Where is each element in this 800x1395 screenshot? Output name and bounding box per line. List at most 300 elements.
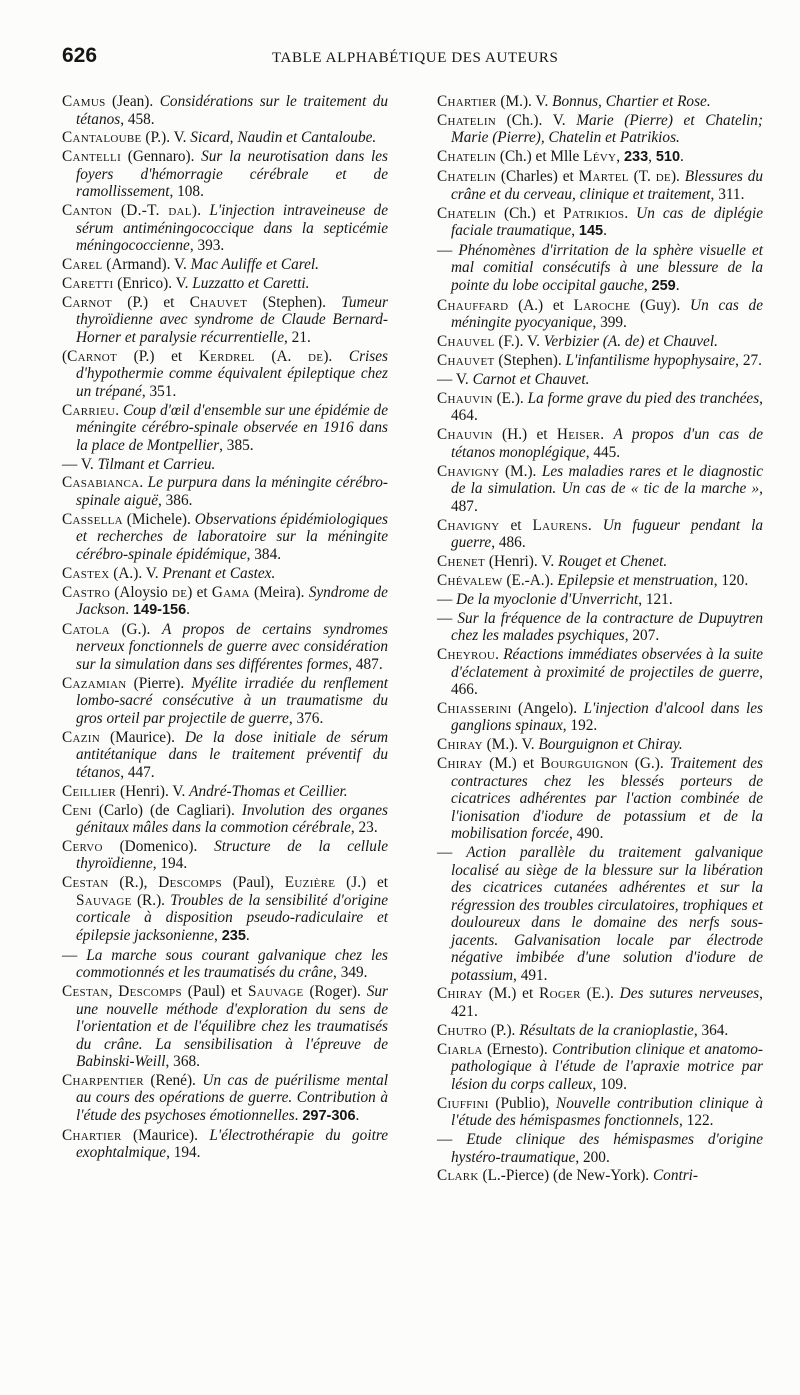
- entry-text: (Ch.) et: [496, 204, 563, 222]
- author-name: Cervo: [62, 837, 103, 855]
- entry-text: (Roger).: [303, 983, 367, 1001]
- author-name: de: [655, 168, 671, 186]
- entry-text: (P.).: [486, 1021, 520, 1039]
- entry-text: ,: [648, 148, 656, 166]
- work-title: Nouvelle contribution clinique à l'étude des hémispasmes fonctionnels: [451, 1094, 763, 1130]
- work-title: L'électrothérapie du goitre exophtalmique: [76, 1126, 388, 1162]
- author-name: Ciuffini: [437, 1094, 489, 1112]
- index-entry: [62, 148, 388, 201]
- page-number: 626: [62, 44, 98, 67]
- index-entry: [62, 838, 388, 873]
- entry-text: (Angelo).: [511, 699, 584, 717]
- work-title: Le purpura dans la méningite cérébro-spinale aiguë: [76, 474, 388, 509]
- author-name: Sauvage: [76, 891, 132, 909]
- work-title: L'infantilisme hypophysaire: [565, 352, 736, 370]
- entry-text: (Domenico).: [102, 837, 215, 855]
- entry-text: .: [675, 276, 680, 294]
- entry-text: ,: [616, 148, 624, 166]
- entry-text: , 21.: [284, 328, 311, 346]
- index-entry: [62, 202, 388, 255]
- work-title: Tilmant et Carrieu.: [97, 455, 216, 473]
- index-entry: [62, 802, 388, 837]
- index-entry: [62, 474, 388, 509]
- author-name: Chatelin: [437, 148, 497, 166]
- entry-text: .: [355, 1106, 360, 1124]
- entry-text: —: [437, 1131, 467, 1149]
- index-entry: [437, 985, 763, 1020]
- work-title: Rouget et Chenet.: [558, 552, 668, 570]
- entry-text: .: [624, 204, 637, 222]
- author-name: Cestan: [62, 983, 109, 1001]
- author-name: Descomps: [118, 983, 182, 1001]
- entry-text: (T.: [628, 168, 656, 186]
- entry-text: , 399.: [592, 314, 627, 332]
- entry-text: (Henri). V.: [116, 782, 190, 800]
- index-entry: [437, 93, 763, 111]
- entry-text: , 351.: [141, 382, 177, 400]
- index-entry: [437, 463, 763, 516]
- index-entry: [437, 553, 763, 571]
- entry-text: (Enrico). V.: [113, 274, 193, 292]
- index-entry: [62, 565, 388, 583]
- entry-text: (M.). V.: [496, 93, 553, 110]
- entry-text: (Meira).: [249, 583, 309, 601]
- entry-text: (H.) et: [492, 426, 557, 444]
- author-name: Chavigny: [437, 462, 500, 480]
- entry-text: , 464.: [451, 389, 763, 425]
- index-entry: [62, 456, 388, 474]
- work-title: Troubles de la sensibilité d'origine corticale à disposition pseudo-radiculaire et épilepsie jacksonienne: [76, 891, 388, 944]
- entry-text: (M.).: [499, 462, 542, 480]
- work-title: Résultats de la cranioplastie: [519, 1021, 694, 1039]
- index-entry: [437, 390, 763, 425]
- entry-text: , 487.: [348, 655, 383, 673]
- author-name: Euzière: [284, 874, 336, 892]
- work-title: Etude clinique des hémispasmes d'origine hystéro-traumatique: [451, 1131, 763, 1166]
- entry-text: (A.). V.: [109, 564, 163, 582]
- entry-text: .: [495, 646, 504, 664]
- entry-text: (Armand). V.: [102, 256, 191, 274]
- index-entry: [62, 93, 388, 128]
- entry-text: (R.),: [108, 874, 159, 892]
- entry-text: , 194.: [166, 1144, 201, 1162]
- entry-text: ,: [571, 222, 579, 240]
- author-name: Chauvin: [437, 389, 493, 407]
- author-name: Chenet: [437, 552, 486, 570]
- work-title: Sicard, Naudin et Cantaloube.: [190, 129, 377, 147]
- entry-text: ).: [670, 168, 685, 186]
- work-title: Un fugueur pendant la guerre: [451, 516, 763, 552]
- work-title: De la myoclonie d'Unverricht: [456, 590, 639, 608]
- entry-text: (: [62, 347, 68, 365]
- work-title: Prenant et Castex.: [162, 564, 276, 582]
- work-title: Verbizier (A. de) et Chauvel.: [543, 333, 718, 351]
- work-title: Marie (Pierre) et Chatelin; Marie (Pierre), Chatelin et Patrikios.: [451, 111, 763, 147]
- entry-text: .: [115, 401, 123, 419]
- entry-text: , 385.: [219, 436, 254, 454]
- entry-text: (Pierre).: [126, 674, 192, 692]
- entry-text: (Guy).: [630, 296, 691, 314]
- work-title: Mac Auliffe et Carel.: [190, 256, 319, 274]
- entry-text: .: [197, 202, 210, 220]
- author-name: Sauvage: [247, 983, 304, 1001]
- index-entry: [62, 256, 388, 274]
- entry-text: , 207.: [624, 627, 660, 645]
- work-title: Bourguignon et Chiray.: [538, 736, 683, 754]
- page-ref: 297-306: [302, 1107, 356, 1124]
- author-name: Carrieu: [62, 401, 116, 419]
- page-header: [62, 44, 762, 78]
- author-name: Ceni: [62, 801, 92, 819]
- page-ref: 149-156: [132, 602, 187, 619]
- entry-text: (Michele).: [122, 510, 195, 528]
- entry-text: , 491.: [513, 966, 548, 984]
- entry-text: (Maurice).: [121, 1126, 210, 1144]
- index-entry: [437, 371, 763, 389]
- index-entry: [62, 294, 388, 347]
- entry-text: , 447.: [120, 763, 155, 781]
- index-entry: [62, 402, 388, 455]
- author-name: Chatelin: [437, 204, 497, 222]
- author-name: Chauvet: [189, 293, 248, 311]
- entry-text: , 311.: [710, 185, 745, 203]
- entry-text: , 122.: [679, 1112, 714, 1130]
- work-title: André-Thomas et Ceillier.: [189, 782, 348, 800]
- work-title: Crises d'hypothermie comme équivalent épileptique chez un trépané: [76, 347, 388, 400]
- work-title: L'injection intraveineuse de sérum antiméningococcique dans la septicémie méningococcienne: [76, 202, 388, 255]
- work-title: La forme grave du pied des tranchées: [527, 389, 760, 407]
- entry-text: .: [139, 474, 148, 492]
- author-name: Kerdrel: [198, 347, 255, 365]
- index-entry: [437, 352, 763, 370]
- index-entry: [437, 1041, 763, 1094]
- author-name: Cazamian: [62, 674, 127, 692]
- author-name: Cantelli: [62, 148, 122, 166]
- work-title: Observations épidémiologiques et recherches de laboratoire sur la méningite cérébro-spinale épidémique: [76, 510, 389, 563]
- entry-text: —: [437, 844, 467, 862]
- author-name: Chauvel: [437, 333, 495, 351]
- index-entry: [437, 333, 763, 351]
- entry-text: , 368.: [165, 1053, 200, 1071]
- author-name: Chartier: [62, 1126, 122, 1144]
- author-name: Cantaloube: [62, 129, 142, 147]
- page-ref: 259: [651, 277, 676, 294]
- entry-text: , 466.: [451, 663, 763, 699]
- entry-text: (Aloysio: [110, 583, 173, 601]
- entry-text: , 393.: [189, 237, 225, 255]
- entry-text: (Stephen).: [247, 293, 342, 311]
- entry-text: (Gennaro).: [121, 148, 202, 166]
- entry-text: , 109.: [592, 1075, 627, 1093]
- work-title: Blessures du crâne et du cerveau, clinique et traitement: [451, 168, 763, 203]
- entry-text: (P.). V.: [141, 129, 191, 147]
- entry-text: (M.). V.: [482, 736, 539, 754]
- work-title: De la dose initiale de sérum antitétanique dans le traitement préventif du tétanos: [76, 728, 389, 781]
- work-title: Les maladies rares et le diagnostic de la simulation. Un cas de « tic de la marche »: [451, 462, 763, 498]
- author-name: Heiser: [556, 426, 601, 444]
- work-title: Sur la fréquence de la contracture de Dupuytren chez les malades psychiques: [451, 609, 764, 645]
- entry-text: —: [437, 241, 459, 259]
- index-entry: [437, 112, 763, 147]
- work-title: Coup d'œil d'ensemble sur une épidémie de méningite cérébro-spinale observée en 1916 dans la place de Montpellier: [76, 401, 388, 454]
- index-entry: [437, 646, 763, 699]
- entry-text: , 487.: [451, 480, 763, 515]
- author-name: Chavigny: [437, 516, 500, 534]
- entry-text: , 192.: [562, 717, 598, 735]
- entry-text: (P.) et: [111, 293, 190, 311]
- author-name: de: [308, 347, 324, 365]
- entry-text: , 376.: [288, 709, 324, 727]
- author-name: Martel: [578, 168, 629, 186]
- entry-text: (F.). V.: [494, 333, 544, 351]
- entry-text: ,: [108, 983, 119, 1001]
- entry-text: (G.).: [109, 620, 162, 638]
- index-entry: [437, 1131, 763, 1166]
- running-title: TABLE ALPHABÉTIQUE DES AUTEURS: [272, 50, 559, 66]
- index-entry: [62, 348, 388, 401]
- entry-text: (A.) et: [508, 296, 574, 314]
- author-name: Descomps: [158, 874, 222, 892]
- entry-text: , 490.: [568, 825, 604, 843]
- entry-text: ,: [214, 926, 222, 944]
- work-title: Contri-: [652, 1167, 699, 1185]
- page-ref: 510: [655, 149, 681, 166]
- entry-text: , 200.: [575, 1148, 610, 1166]
- index-column-left: [62, 93, 388, 1163]
- author-name: Cazin: [62, 728, 100, 746]
- entry-text: , 120.: [713, 571, 749, 589]
- work-title: Un cas de méningite pyocyanique: [451, 296, 763, 332]
- entry-text: (Ernesto).: [482, 1040, 553, 1058]
- entry-text: , 486.: [491, 534, 526, 552]
- author-name: Carnot: [62, 293, 112, 311]
- entry-text: (M.) et: [482, 985, 540, 1003]
- work-title: La marche sous courant galvanique chez les commotionnés et les traumatisés du crâne: [76, 946, 388, 982]
- author-name: Canton (D.-T. dal): [62, 202, 198, 220]
- entry-text: —: [437, 609, 458, 627]
- author-name: Chutro: [437, 1021, 487, 1039]
- author-name: Chatelin: [437, 111, 497, 129]
- index-entry: [437, 755, 763, 843]
- entry-text: (E.-A.).: [502, 571, 558, 589]
- work-title: Epilepsie et menstruation: [557, 571, 714, 589]
- index-entry: [62, 983, 388, 1071]
- entry-text: (Ch.). V.: [496, 111, 577, 129]
- entry-text: , 386.: [158, 491, 193, 509]
- entry-text: , 27.: [735, 352, 762, 370]
- entry-text: (Maurice).: [99, 728, 185, 746]
- author-name: Chiray: [437, 985, 483, 1003]
- work-title: Traitement des contractures chez les blessés porteurs de cicatrices adhérentes par l'action combinée de l'ionisation d'iodure de potassium et de la mobilisation forcée: [451, 755, 763, 843]
- entry-text: .: [587, 516, 603, 534]
- author-name: Ciarla: [437, 1040, 483, 1058]
- author-name: Lévy: [583, 148, 617, 166]
- entry-text: .: [186, 601, 190, 619]
- entry-text: (Henri). V.: [485, 552, 558, 570]
- page-ref: 145: [578, 223, 604, 240]
- entry-text: ) et: [187, 583, 212, 601]
- work-title: Un cas de diplégie faciale traumatique: [451, 204, 763, 240]
- entry-text: (Paul),: [221, 874, 285, 892]
- author-name: de: [172, 583, 188, 601]
- work-title: Tumeur thyroïdienne avec syndrome de Claude Bernard-Horner et paralysie récurrentielle: [76, 293, 388, 346]
- author-name: Castex: [62, 564, 110, 582]
- entry-text: , 421.: [451, 985, 763, 1020]
- entry-text: , 194.: [152, 855, 188, 873]
- entry-text: (J.) et: [335, 874, 389, 892]
- entry-text: , 364.: [693, 1021, 729, 1039]
- index-entry: [437, 700, 763, 735]
- author-name: Caretti: [62, 274, 114, 292]
- work-title: Carnot et Chauvet.: [472, 371, 590, 389]
- author-name: Cheyrou: [437, 646, 496, 664]
- index-entry: [437, 426, 763, 461]
- entry-text: .: [680, 148, 684, 166]
- entry-text: (Publio),: [488, 1094, 557, 1112]
- author-name: Cassella: [62, 510, 123, 528]
- work-title: A propos de certains syndromes nerveux fonctionnels de guerre avec considération sur la simulation dans ses différentes formes: [76, 620, 388, 673]
- author-name: Patrikios: [562, 204, 625, 222]
- work-title: Réactions immédiates observées à la suite d'éclatement à proximité de projectiles de guerre: [451, 646, 763, 681]
- index-entry: [437, 572, 763, 590]
- entry-text: .: [603, 222, 607, 240]
- entry-text: .: [600, 426, 614, 444]
- author-name: Chauffard: [437, 296, 509, 314]
- author-name: Clark: [437, 1167, 479, 1185]
- entry-text: , 23.: [350, 819, 378, 837]
- author-name: Cestan: [62, 874, 109, 892]
- index-entry: [437, 1167, 763, 1185]
- author-name: Carel: [62, 256, 103, 274]
- index-entry: [437, 1095, 763, 1130]
- entry-text: (Jean).: [105, 93, 160, 110]
- index-entry: [437, 168, 763, 203]
- index-entry: [62, 511, 388, 564]
- entry-text: (M.) et: [482, 755, 541, 773]
- entry-text: (Ch.) et Mlle: [496, 148, 584, 166]
- index-entry: [62, 621, 388, 674]
- entry-text: ).: [323, 347, 349, 365]
- author-name: Chévalew: [437, 571, 503, 589]
- index-entry: [437, 205, 763, 241]
- work-title: Action parallèle du traitement galvanique localisé au siège de la blessure sur la libération des cicatrices cutanées adhérentes et sur la régression des troubles circulatoires, trophiques et douloureux dans le domaine des nerfs sous-jacents. Galvanisation locale par électrode négative imbibée d'une solution d'iodure de potassium: [451, 844, 763, 984]
- work-title: L'injection d'alcool dans les ganglions spinaux: [451, 699, 763, 735]
- author-name: Gama: [211, 583, 250, 601]
- author-name: Roger: [539, 985, 581, 1003]
- work-title: Luzzatto et Caretti.: [192, 274, 310, 292]
- page-ref: 235: [221, 927, 246, 944]
- entry-text: (P.) et: [117, 347, 199, 365]
- author-name: Catola: [62, 620, 110, 638]
- page-ref: 233: [623, 149, 649, 166]
- index-entry: [437, 844, 763, 984]
- entry-text: (R.).: [131, 891, 171, 909]
- index-entry: [62, 783, 388, 801]
- entry-text: , 121.: [638, 590, 673, 608]
- author-name: Bourguignon: [540, 755, 629, 773]
- work-title: Syndrome de Jackson: [76, 583, 388, 619]
- index-entry: [437, 517, 763, 552]
- index-entry: [437, 297, 763, 332]
- author-name: Laroche: [573, 296, 631, 314]
- index-entry: [437, 1022, 763, 1040]
- author-name: Chatelin: [437, 168, 497, 186]
- index-entry: [437, 242, 763, 296]
- index-entry: [62, 729, 388, 782]
- author-name: Chartier: [437, 93, 497, 110]
- index-entry: [437, 610, 763, 645]
- entry-text: (E.).: [492, 389, 528, 407]
- work-title: Sur la neurotisation dans les foyers d'hémorragie cérébrale et de ramollissement: [76, 148, 388, 201]
- work-title: Bonnus, Chartier et Rose.: [552, 93, 711, 110]
- entry-text: — V.: [62, 455, 98, 473]
- author-name: Chiasserini: [437, 699, 512, 717]
- author-name: Casabianca: [62, 474, 140, 492]
- entry-text: (Stephen).: [494, 352, 566, 370]
- entry-text: (E.).: [580, 985, 620, 1003]
- work-title: Structure de la cellule thyroïdienne: [76, 837, 388, 873]
- index-entry: [62, 1127, 388, 1162]
- entry-text: ,: [643, 276, 652, 294]
- entry-text: — V.: [437, 371, 473, 389]
- work-title: Sur une nouvelle méthode d'exploration du sens de l'orientation et de l'équilibre chez les traumatisés du crâne. La sensibilisation à l'épreuve de Babinski-Weill: [76, 983, 388, 1071]
- work-title: A propos d'un cas de tétanos monoplégique: [451, 426, 764, 461]
- work-title: Des sutures nerveuses: [619, 985, 760, 1003]
- entry-text: .: [125, 601, 133, 619]
- entry-text: (G.).: [628, 755, 670, 773]
- entry-text: (Charles) et: [496, 168, 579, 186]
- entry-text: —: [437, 590, 457, 608]
- index-entry: [437, 736, 763, 754]
- work-title: Contribution clinique et anatomo-pathologique à l'étude de l'apraxie motrice par lésion du corps calleux: [451, 1040, 764, 1093]
- entry-text: , 108.: [169, 183, 204, 201]
- index-entry: [62, 129, 388, 147]
- work-title: Myélite irradiée du renflement lombo-sacré consécutive à un traumatisme du gros orteil par projectile de guerre: [76, 674, 389, 727]
- author-name: Chiray: [437, 736, 483, 754]
- entry-text: , 349.: [333, 964, 368, 982]
- entry-text: (A.: [254, 347, 309, 365]
- author-name: Laurens: [532, 516, 588, 534]
- author-name: Chiray: [437, 755, 483, 773]
- entry-text: et: [499, 516, 533, 534]
- entry-text: .: [245, 926, 250, 944]
- index-entry: [62, 675, 388, 728]
- work-title: Involution des organes génitaux mâles dans la commotion cérébrale: [76, 801, 389, 837]
- entry-text: —: [62, 946, 87, 964]
- entry-text: , 384.: [246, 545, 282, 563]
- work-title: Un cas de puérilisme mental au cours des opérations de guerre. Contribution à l'étude des psychoses émotionnelles: [76, 1071, 388, 1124]
- author-name: Charpentier: [62, 1071, 144, 1089]
- work-title: Considérations sur le traitement du tétanos: [76, 93, 389, 128]
- entry-text: (L.-Pierce) (de New-York).: [478, 1167, 653, 1185]
- index-entry: [62, 874, 388, 945]
- index-entry: [62, 1072, 388, 1126]
- index-entry: [437, 148, 763, 167]
- author-name: Chauvin: [437, 426, 493, 444]
- entry-text: .: [294, 1106, 303, 1124]
- entry-text: (Paul) et: [181, 983, 248, 1001]
- author-name: Castro: [62, 583, 111, 601]
- entry-text: , 445.: [585, 443, 621, 461]
- entry-text: , 458.: [120, 110, 155, 128]
- author-name: Carnot: [67, 347, 117, 365]
- index-entry: [437, 591, 763, 609]
- author-name: Ceillier: [62, 782, 117, 800]
- index-entry: [62, 275, 388, 293]
- author-name: Chauvet: [437, 352, 495, 370]
- work-title: Phénomènes d'irritation de la sphère visuelle et mal comitial consécutifs à une blessure de la pointe du lobe occipital gauche: [451, 241, 763, 294]
- entry-text: (René).: [143, 1071, 203, 1089]
